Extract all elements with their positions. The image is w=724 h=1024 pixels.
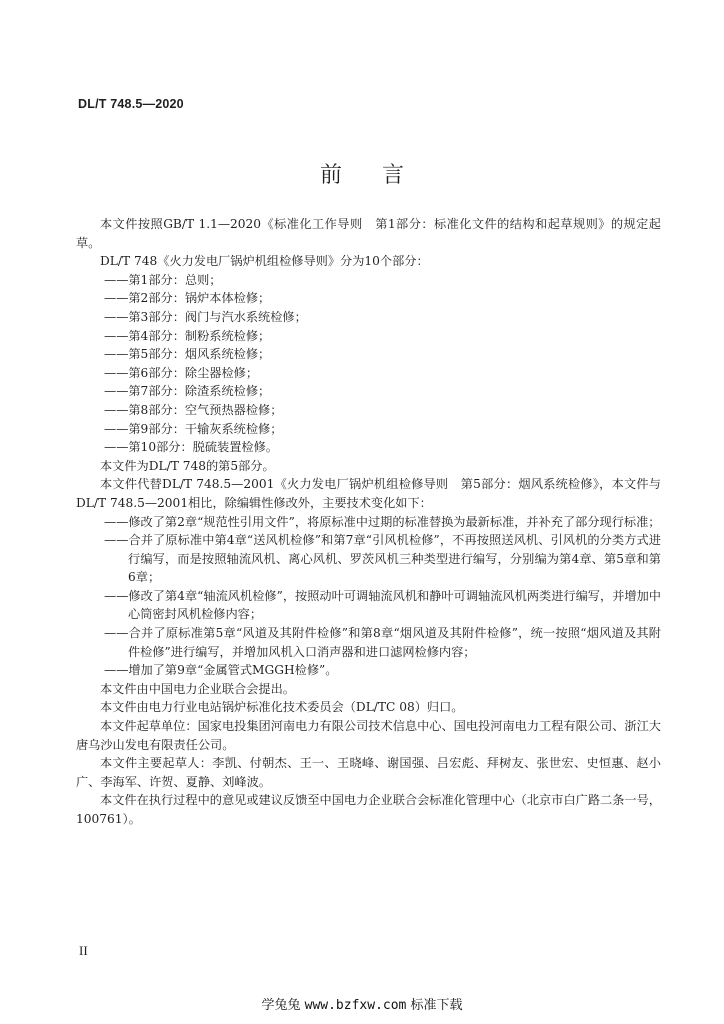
paragraph-part-number: 本文件为DL/T 748的第5部分。 bbox=[100, 458, 275, 473]
changes-list bbox=[76, 513, 661, 680]
list-item: ——合并了原标准第5章“风道及其附件检修”和第8章“烟风道及其附件检修”，统一按照“烟风道及其附件检修”进行编写，并增加风机入口消声器和进口滤网检修内容； bbox=[104, 626, 661, 659]
list-item: ——第4部分：制粉系统检修； bbox=[104, 328, 271, 343]
document-body bbox=[76, 215, 661, 829]
page-title: 前言 bbox=[319, 163, 444, 188]
list-item: ——第10部分：脱硫装置检修。 bbox=[104, 440, 278, 455]
paragraph-proposer: 本文件由中国电力企业联合会提出。 bbox=[100, 681, 295, 696]
paragraph-drafting-units: 本文件起草单位：国家电投集团河南电力有限公司技术信息中心、国电投河南电力工程有限公司、浙江大唐乌沙山发电有限责任公司。 bbox=[76, 719, 661, 752]
list-item: ——修改了第4章“轴流风机检修”，按照动叶可调轴流风机和静叶可调轴流风机两类进行编写，并增加中心筒密封风机检修内容； bbox=[104, 588, 661, 622]
paragraph-drafting-rule: 本文件按照GB/T 1.1—2020《标准化工作导则 第1部分：标准化文件的结构和起草规则》的规定起草。 bbox=[76, 217, 661, 250]
footer-url[interactable]: www.bzfxw.com bbox=[304, 998, 407, 1013]
paragraph-parts-intro: DL/T 748《火力发电厂锅炉机组检修导则》分为10个部分： bbox=[100, 254, 429, 269]
list-item: ——修改了第2章“规范性引用文件”，将原标准中过期的标准替换为最新标准，并补充了部分现行标准； bbox=[104, 514, 661, 529]
list-item: ——第8部分：空气预热器检修； bbox=[104, 402, 283, 417]
paragraph-supersedes: 本文件代替DL/T 748.5—2001《火力发电厂锅炉机组检修导则 第5部分：烟风系统检修》，本文件与DL/T 748.5—2001相比，除编辑性修改外，主要技术变化如下： bbox=[76, 477, 661, 510]
footer-watermark bbox=[0, 994, 724, 1013]
page-number: II bbox=[79, 943, 88, 958]
paragraph-feedback: 本文件在执行过程中的意见或建议反馈至中国电力企业联合会标准化管理中心（北京市白广路二条一号，100761）。 bbox=[76, 793, 661, 826]
parts-list bbox=[76, 271, 661, 457]
list-item: ——第3部分：阀门与汽水系统检修； bbox=[104, 309, 307, 324]
list-item: ——第2部分：锅炉本体检修； bbox=[104, 291, 271, 306]
standard-code-header: DL/T 748.5—2020 bbox=[78, 97, 184, 111]
list-item: ——合并了原标准中第4章“送风机检修”和第7章“引风机检修”，不再按照送风机、引风机的分类方式进行编写，而是按照轴流风机、离心风机、罗茨风机三种类型进行编写，分别编为第4章、第5章和第6章； bbox=[104, 533, 661, 585]
list-item: ——第5部分：烟风系统检修； bbox=[104, 347, 271, 362]
list-item: ——第6部分：除尘器检修； bbox=[104, 365, 259, 380]
list-item: ——第1部分：总则； bbox=[104, 272, 222, 287]
list-item: ——增加了第9章“金属管式MGGH检修”。 bbox=[104, 663, 338, 678]
paragraph-committee: 本文件由电力行业电站锅炉标准化技术委员会（DL/TC 08）归口。 bbox=[100, 700, 464, 715]
list-item: ——第7部分：除渣系统检修； bbox=[104, 384, 271, 399]
list-item: ——第9部分：干输灰系统检修； bbox=[104, 421, 283, 436]
footer-tagline: 标准下载 bbox=[410, 998, 463, 1013]
footer-site-name: 学兔兔 bbox=[261, 998, 301, 1013]
paragraph-drafters: 本文件主要起草人：李凯、付朝杰、王一、王晓峰、谢国强、吕宏彪、拜树友、张世宏、史恒惠、赵小广、李海军、许贺、夏静、刘峰波。 bbox=[76, 756, 661, 789]
